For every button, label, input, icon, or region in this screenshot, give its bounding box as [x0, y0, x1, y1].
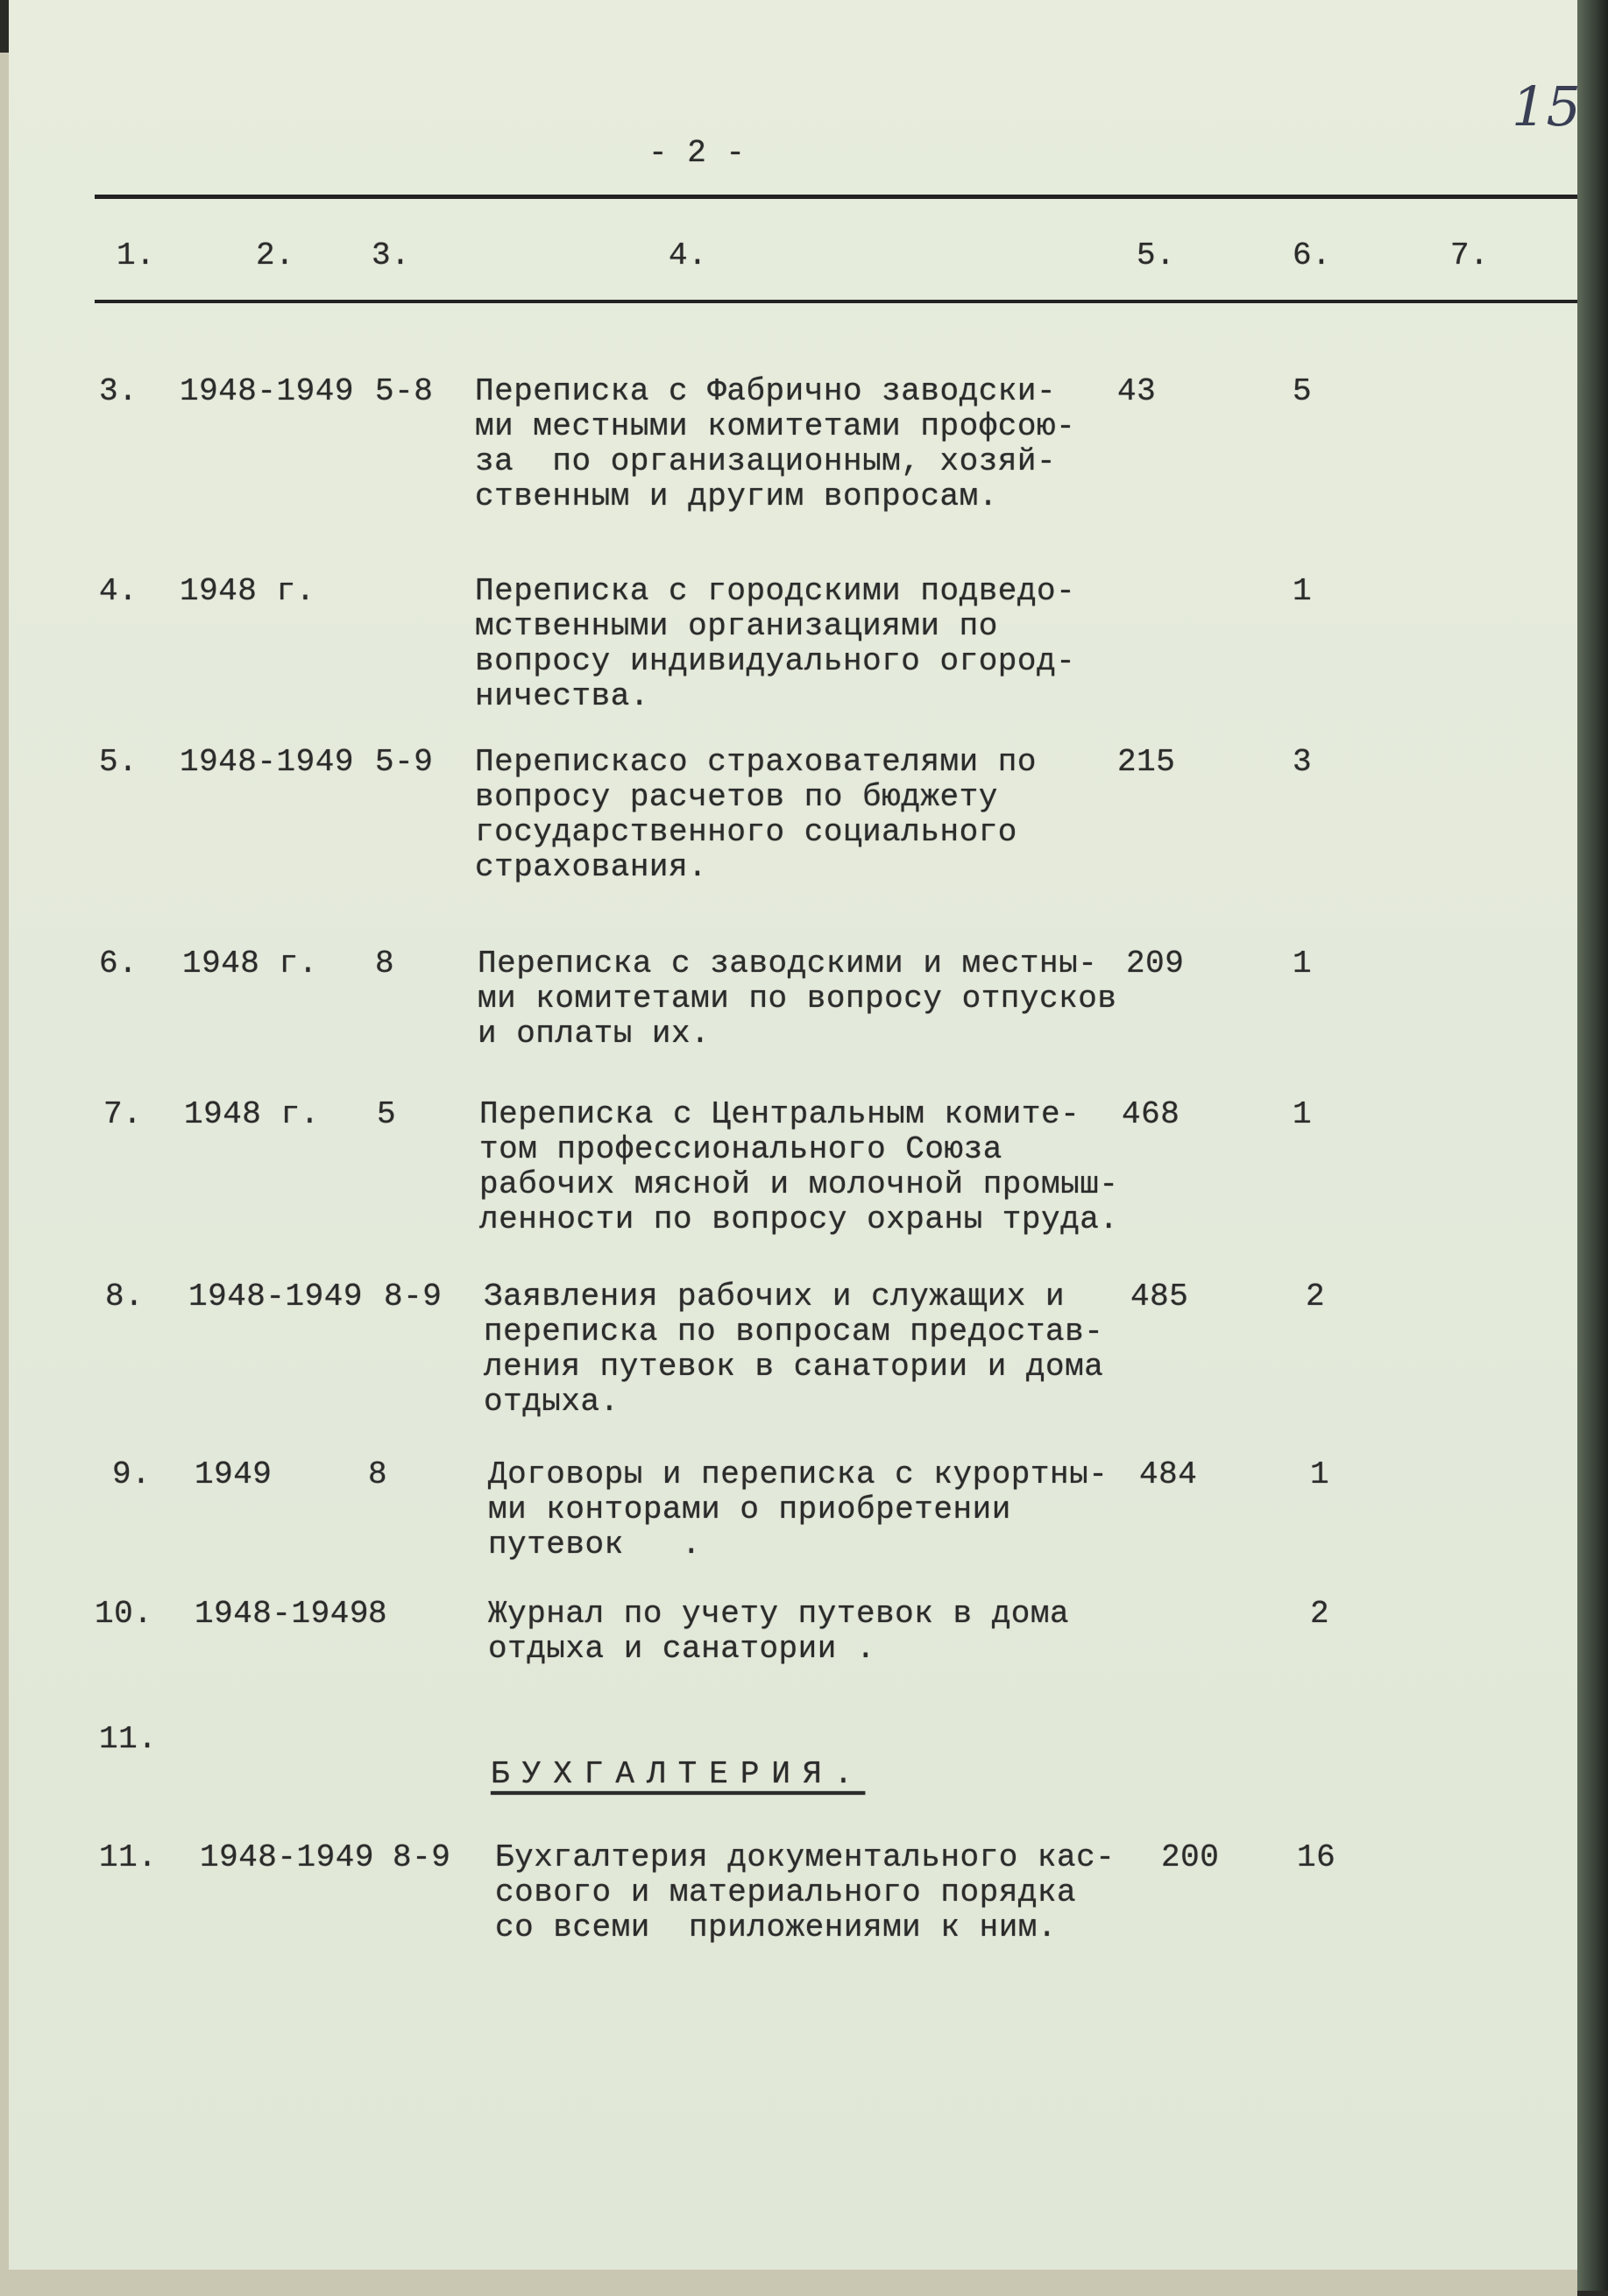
- row-column-6: 2: [1306, 1279, 1326, 1315]
- row-description-line: Заявления рабочих и служащих и: [484, 1279, 1066, 1315]
- row-months: 8-9: [393, 1839, 451, 1875]
- row-description-line: за по организационным, хозяй-: [475, 443, 1057, 479]
- row-number: 7.: [103, 1096, 143, 1132]
- row-column-6: 3: [1293, 744, 1313, 780]
- row-years: 1948 г.: [184, 1096, 320, 1132]
- row-column-6: 2: [1310, 1596, 1330, 1632]
- column-header-5: 5.: [1137, 237, 1176, 273]
- row-sheet-count: 209: [1126, 946, 1185, 981]
- row-months: 5-9: [375, 744, 434, 780]
- row-description-line: вопросу расчетов по бюджету: [475, 779, 998, 815]
- row-description-line: вопросу индивидуального огород-: [475, 643, 1076, 679]
- row-description-line: ми комитетами по вопросу отпусков: [478, 981, 1117, 1017]
- table-top-rule: [95, 195, 1577, 199]
- row-years: 1948-1949: [188, 1279, 363, 1315]
- row-description-line: переписка по вопросам предостав-: [484, 1314, 1104, 1350]
- row-column-6: 1: [1293, 946, 1313, 981]
- row-years: 1948 г.: [182, 946, 318, 981]
- row-description-line: Переписка с Центральным комите-: [479, 1096, 1080, 1132]
- section-heading: БУХГАЛТЕРИЯ.: [491, 1756, 866, 1792]
- row-description-line: со всеми приложениями к ним.: [495, 1910, 1058, 1945]
- row-description-line: ления путевок в санатории и дома: [484, 1349, 1104, 1385]
- row-number: 10.: [95, 1596, 153, 1632]
- row-sheet-count: 215: [1117, 744, 1176, 780]
- row-description-line: Бухгалтерия документального кас-: [495, 1839, 1116, 1875]
- row-description-line: путевок .: [488, 1527, 702, 1563]
- row-description-line: ничества.: [475, 678, 649, 714]
- row-number: 11.: [99, 1721, 158, 1757]
- row-sheet-count: 43: [1117, 373, 1157, 409]
- row-description-line: рабочих мясной и молочной промыш-: [479, 1166, 1119, 1202]
- row-months: 8-9: [384, 1279, 443, 1315]
- row-description-line: отдыха.: [484, 1384, 620, 1420]
- column-header-2: 2.: [256, 237, 295, 273]
- row-number: 6.: [99, 946, 138, 981]
- column-header-3: 3.: [372, 237, 411, 273]
- row-column-6: 1: [1293, 1096, 1313, 1132]
- row-number: 8.: [105, 1279, 145, 1315]
- row-description-line: Договоры и переписка с курортны-: [488, 1456, 1109, 1492]
- row-years: 1948-1949: [180, 744, 354, 780]
- row-sheet-count: 485: [1130, 1279, 1189, 1315]
- row-number: 5.: [99, 744, 138, 780]
- row-months: 5: [377, 1096, 397, 1132]
- row-description-line: Переписка с городскими подведо-: [475, 573, 1076, 609]
- row-description-line: ленности по вопросу охраны труда.: [479, 1201, 1119, 1237]
- row-months: 8: [375, 946, 395, 981]
- row-description-line: Журнал по учету путевок в дома: [488, 1596, 1070, 1632]
- row-sheet-count: 468: [1122, 1096, 1180, 1132]
- column-header-1: 1.: [117, 237, 156, 273]
- column-header-4: 4.: [669, 237, 708, 273]
- row-description-line: отдыха и санатории .: [488, 1631, 876, 1667]
- row-description-line: мственными организациями по: [475, 608, 998, 644]
- row-years: 1948-1949: [200, 1839, 374, 1875]
- row-months: 5-8: [375, 373, 434, 409]
- row-description-line: страхования.: [475, 849, 708, 885]
- column-header-7: 7.: [1450, 237, 1490, 273]
- row-description-line: Перепискасо страхователями по: [475, 744, 1038, 780]
- row-sheet-count: 200: [1161, 1839, 1220, 1875]
- row-number: 9.: [112, 1456, 152, 1492]
- row-description-line: Переписка с Фабрично заводски-: [475, 373, 1057, 409]
- row-description-line: сового и материального порядка: [495, 1874, 1077, 1910]
- row-years: 1948-1949: [195, 1596, 369, 1632]
- page-number: - 2 -: [648, 135, 746, 171]
- row-years: 1948 г.: [180, 573, 315, 609]
- row-months: 8: [368, 1596, 388, 1632]
- row-sheet-count: 484: [1139, 1456, 1198, 1492]
- row-column-6: 1: [1310, 1456, 1330, 1492]
- row-column-6: 16: [1297, 1839, 1336, 1875]
- column-header-6: 6.: [1293, 237, 1332, 273]
- row-column-6: 1: [1293, 573, 1313, 609]
- row-description-line: ми конторами о приобретении: [488, 1492, 1011, 1527]
- handwritten-folio-number: 15: [1512, 74, 1581, 138]
- row-description-line: Переписка с заводскими и местны-: [478, 946, 1098, 981]
- row-number: 11.: [99, 1839, 158, 1875]
- dark-background-edge: [1577, 0, 1608, 2291]
- row-description-line: ственным и другим вопросам.: [475, 478, 998, 514]
- row-description-line: государственного социального: [475, 814, 1017, 850]
- row-years: 1949: [195, 1456, 273, 1492]
- table-header-rule: [95, 300, 1577, 303]
- row-years: 1948-1949: [180, 373, 354, 409]
- row-months: 8: [368, 1456, 388, 1492]
- row-number: 3.: [99, 373, 138, 409]
- row-column-6: 5: [1293, 373, 1313, 409]
- row-description-line: и оплаты их.: [478, 1016, 711, 1052]
- row-number: 4.: [99, 573, 138, 609]
- row-description-line: том профессионального Союза: [479, 1131, 1002, 1167]
- row-description-line: ми местными комитетами профсою-: [475, 408, 1076, 444]
